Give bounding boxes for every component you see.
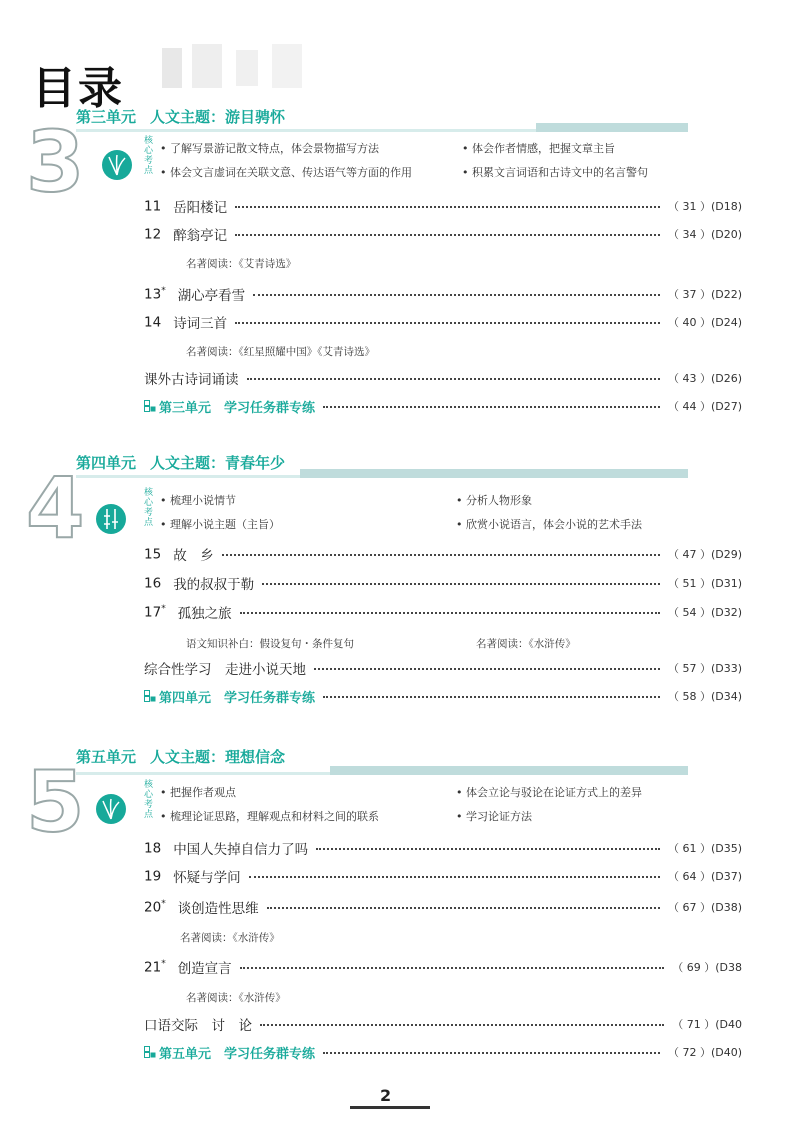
entry-number: 21* bbox=[144, 958, 166, 976]
unit-label: 第三单元 bbox=[76, 108, 137, 126]
objective: • 积累文言词语和古诗文中的名言警句 bbox=[462, 164, 648, 180]
entry-title: 中国人失掉自信力了吗 bbox=[173, 842, 309, 858]
toc-entry[interactable] bbox=[144, 284, 742, 304]
entry-title: 第三单元 学习任务群专练 bbox=[159, 400, 316, 416]
decorative-title-graphic bbox=[160, 40, 310, 92]
toc-entry[interactable] bbox=[144, 1014, 742, 1034]
objective: • 体会立论与驳论在论证方式上的差异 bbox=[456, 784, 642, 800]
header-band bbox=[330, 766, 688, 775]
objective: • 体会文言虚词在关联文意、传达语气等方面的作用 bbox=[160, 164, 412, 180]
reading-note: 名著阅读：《红星照耀中国》《艾青诗选》 bbox=[186, 346, 375, 358]
entry-number: 16 bbox=[144, 575, 162, 592]
toc-entry[interactable] bbox=[144, 957, 742, 977]
entry-page: （ 43 ）(D26) bbox=[667, 372, 742, 385]
entry-title: 我的叔叔于勒 bbox=[173, 577, 255, 593]
core-points-label: 核心考点 bbox=[144, 488, 154, 528]
bamboo-badge-icon bbox=[96, 504, 126, 534]
objective: • 欣赏小说语言，体会小说的艺术手法 bbox=[456, 516, 642, 532]
leader-dots bbox=[316, 842, 660, 850]
objective: • 学习论证方法 bbox=[456, 808, 532, 824]
page-number-underline bbox=[350, 1106, 430, 1109]
objective: • 梳理论证思路，理解观点和材料之间的联系 bbox=[160, 808, 379, 824]
entry-page: （ 51 ）(D31) bbox=[667, 577, 742, 590]
toc-entry[interactable] bbox=[144, 838, 742, 858]
entry-number: 12 bbox=[144, 226, 162, 243]
entry-title: 湖心亭看雪 bbox=[177, 288, 246, 304]
entry-number: 15 bbox=[144, 546, 162, 563]
entry-page: （ 34 ）(D20) bbox=[667, 228, 742, 241]
leader-dots bbox=[235, 228, 660, 236]
leader-dots bbox=[323, 1046, 660, 1054]
entry-page: （ 58 ）(D34) bbox=[667, 690, 742, 703]
entry-title: 第四单元 学习任务群专练 bbox=[159, 690, 316, 706]
entry-title: 谈创造性思维 bbox=[177, 901, 259, 917]
objective: • 了解写景游记散文特点，体会景物描写方法 bbox=[160, 140, 379, 156]
entry-title: 第五单元 学习任务群专练 bbox=[159, 1046, 316, 1062]
toc-entry[interactable] bbox=[144, 573, 742, 593]
entry-number: 14 bbox=[144, 314, 162, 331]
toc-entry[interactable] bbox=[144, 866, 742, 886]
leader-dots bbox=[222, 548, 660, 556]
unit-header bbox=[76, 106, 285, 130]
unit-number: 4 bbox=[26, 459, 85, 557]
entry-title: 故 乡 bbox=[173, 548, 214, 564]
reading-note: 名著阅读：《水浒传》 bbox=[476, 638, 576, 650]
entry-number: 20* bbox=[144, 898, 166, 916]
unit-theme: 人文主题：游目骋怀 bbox=[150, 108, 286, 126]
entry-page: （ 69 ）(D38 bbox=[672, 961, 742, 974]
practice-entry[interactable] bbox=[144, 396, 742, 416]
toc-entry[interactable] bbox=[144, 312, 742, 332]
entry-number: 17* bbox=[144, 603, 166, 621]
header-band bbox=[536, 123, 688, 132]
reading-note: 名著阅读：《艾青诗选》 bbox=[186, 258, 297, 270]
leader-dots bbox=[260, 1018, 664, 1026]
reading-note: 名著阅读：《水浒传》 bbox=[186, 992, 286, 1004]
toc-entry[interactable] bbox=[144, 658, 742, 678]
page-title: 目录 bbox=[32, 63, 124, 114]
entry-title: 怀疑与学问 bbox=[173, 870, 241, 886]
leader-dots bbox=[249, 870, 660, 878]
entry-page: （ 54 ）(D32) bbox=[667, 606, 742, 619]
objective: • 把握作者观点 bbox=[160, 784, 236, 800]
entry-number: 18 bbox=[144, 840, 162, 857]
entry-page: （ 40 ）(D24) bbox=[667, 316, 742, 329]
practice-icon bbox=[144, 690, 156, 702]
orchid-badge-icon bbox=[96, 794, 126, 824]
unit-theme: 人文主题：理想信念 bbox=[150, 748, 286, 766]
practice-entry[interactable] bbox=[144, 686, 742, 706]
entry-number: 11 bbox=[144, 198, 162, 215]
entry-page: （ 57 ）(D33) bbox=[667, 662, 742, 675]
entry-page: （ 71 ）(D40 bbox=[672, 1018, 742, 1031]
entry-title: 醉翁亭记 bbox=[173, 228, 228, 244]
reading-note: 名著阅读：《水浒传》 bbox=[180, 932, 280, 944]
orchid-badge-icon bbox=[102, 150, 132, 180]
toc-entry[interactable] bbox=[144, 897, 742, 917]
leader-dots bbox=[240, 961, 665, 969]
toc-entry[interactable] bbox=[144, 544, 742, 564]
entry-title: 诗词三首 bbox=[173, 316, 228, 332]
entry-title: 口语交际 讨 论 bbox=[144, 1018, 252, 1034]
entry-title: 创造宣言 bbox=[177, 961, 232, 977]
entry-title: 岳阳楼记 bbox=[173, 200, 228, 216]
practice-icon bbox=[144, 1046, 156, 1058]
toc-entry[interactable] bbox=[144, 224, 742, 244]
entry-page: （ 64 ）(D37) bbox=[667, 870, 742, 883]
entry-page: （ 31 ）(D18) bbox=[667, 200, 742, 213]
leader-dots bbox=[262, 577, 660, 585]
entry-title: 综合性学习 走进小说天地 bbox=[144, 662, 306, 678]
toc-entry[interactable] bbox=[144, 602, 742, 622]
entry-page: （ 47 ）(D29) bbox=[667, 548, 742, 561]
objective: • 体会作者情感，把握文章主旨 bbox=[462, 140, 615, 156]
leader-dots bbox=[235, 316, 660, 324]
entry-number: 13* bbox=[144, 285, 166, 303]
practice-icon bbox=[144, 400, 156, 412]
leader-dots bbox=[235, 200, 660, 208]
leader-dots bbox=[267, 901, 660, 909]
practice-entry[interactable] bbox=[144, 1042, 742, 1062]
objective: • 分析人物形象 bbox=[456, 492, 532, 508]
objective: • 梳理小说情节 bbox=[160, 492, 236, 508]
entry-title: 课外古诗词诵读 bbox=[144, 372, 239, 388]
entry-page: （ 44 ）(D27) bbox=[667, 400, 742, 413]
entry-page: （ 72 ）(D40) bbox=[667, 1046, 742, 1059]
toc-entry[interactable] bbox=[144, 196, 742, 216]
leader-dots bbox=[323, 400, 660, 408]
leader-dots bbox=[314, 662, 660, 670]
entry-number: 19 bbox=[144, 868, 162, 885]
entry-title: 孤独之旅 bbox=[177, 606, 232, 622]
knowledge-note: 语文知识补白：假设复句・条件复句 bbox=[186, 638, 354, 650]
toc-entry[interactable] bbox=[144, 368, 742, 388]
leader-dots bbox=[323, 690, 660, 698]
entry-page: （ 61 ）(D35) bbox=[667, 842, 742, 855]
unit-number: 5 bbox=[26, 753, 85, 851]
leader-dots bbox=[240, 606, 660, 614]
unit-label: 第四单元 bbox=[76, 454, 137, 472]
header-band bbox=[300, 469, 688, 478]
entry-page: （ 37 ）(D22) bbox=[667, 288, 742, 301]
unit-header bbox=[76, 452, 285, 476]
entry-page: （ 67 ）(D38) bbox=[667, 901, 742, 914]
page-number: 2 bbox=[380, 1086, 392, 1105]
leader-dots bbox=[253, 288, 660, 296]
unit-label: 第五单元 bbox=[76, 748, 137, 766]
core-points-label: 核心考点 bbox=[144, 136, 154, 176]
unit-number: 3 bbox=[26, 113, 85, 211]
unit-theme: 人文主题：青春年少 bbox=[150, 454, 286, 472]
core-points-label: 核心考点 bbox=[144, 780, 154, 820]
leader-dots bbox=[247, 372, 660, 380]
objective: • 理解小说主题（主旨） bbox=[160, 516, 280, 532]
unit-header bbox=[76, 746, 285, 770]
